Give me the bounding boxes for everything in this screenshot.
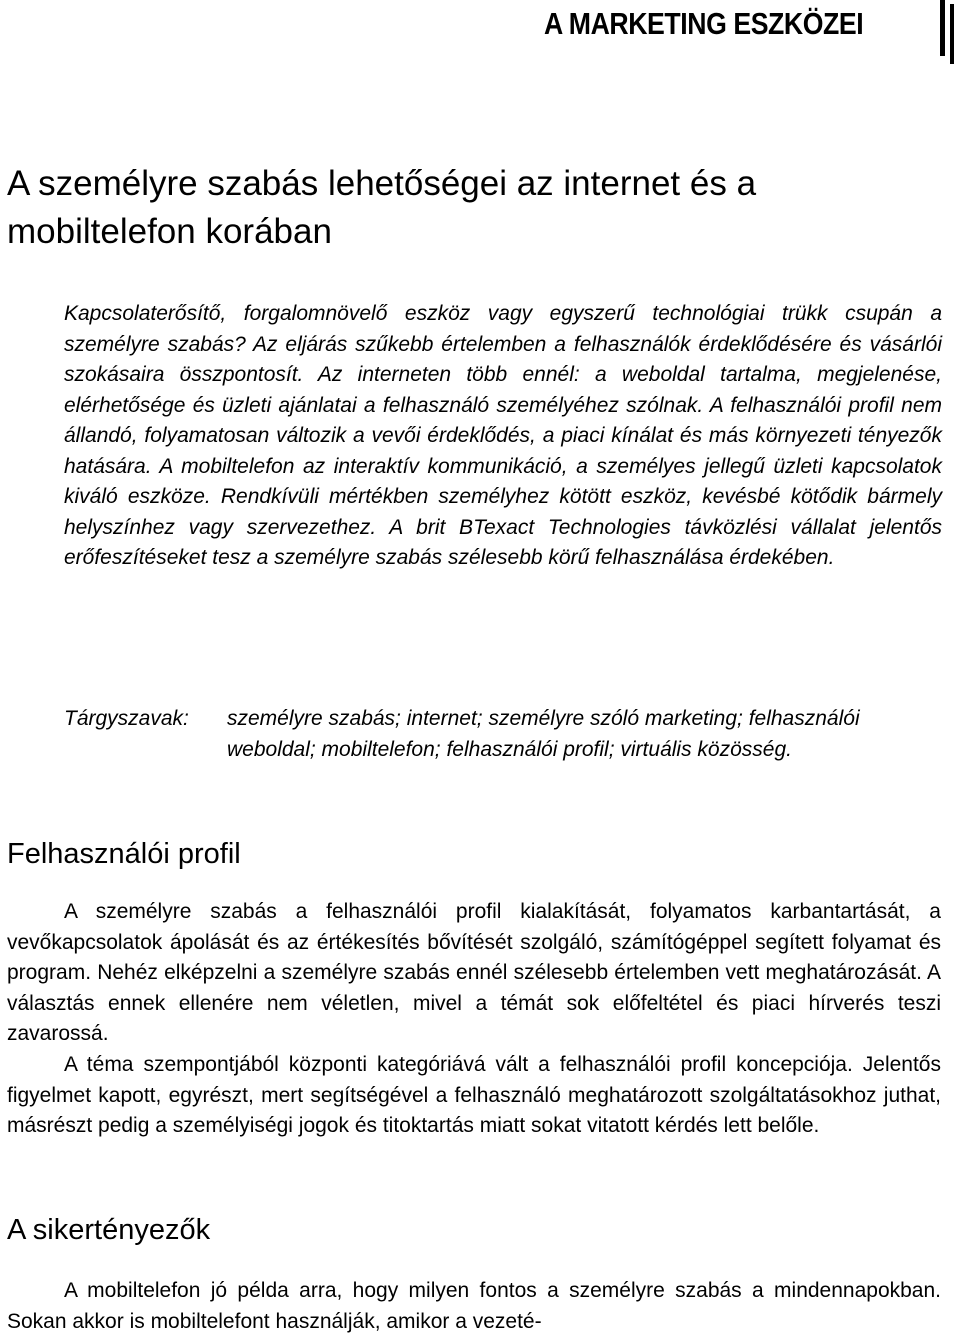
body-paragraph: A mobiltelefon jó példa arra, hogy milyen fontos a személyre szabás a mindennapokban. Sokan akkor is mobiltelefont használják, amikor a vezeté- — [7, 1279, 941, 1333]
header-rule-shadow — [950, 4, 954, 64]
keywords-label: Tárgyszavak: — [64, 707, 189, 730]
section-heading-profile: Felhasználói profil — [7, 838, 241, 870]
body-paragraph: A személyre szabás a felhasználói profil kialakítását, folyamatos karbantartását, a vevőkapcsolatok ápolását és az értékesítés bővítését szolgáló, számítógéppel segített folyamat és program. Nehéz elképzelni a személyre szabás ennél szélesebb értelemben vett meghatározását. A választás ennek ellenére nem véletlen, mivel a témát sok előfeltétel és piaci hírverés teszi zavarossá. — [7, 900, 941, 1045]
article-title: A személyre szabás lehetőségei az internet és a mobiltelefon korában — [7, 164, 757, 251]
section-title: A MARKETING ESZKÖZEI — [544, 6, 864, 41]
article-abstract: Kapcsolaterősítő, forgalomnövelő eszköz vagy egyszerű technológiai trükk csupán a személyre szabás? Az eljárás szűkebb értelemben a felhasználók érdeklődésére és vásárlói szokásaira összpontosít. Az interneten több ennél: a weboldal tartalma, megjelenése, elérhetősége és üzleti ajánlatai a felhasználó személyéhez szólnak. A felhasználói profil nem állandó, folyamatosan változik a vevői érdeklődés, a piaci kínálat és más környezeti tényezők hatására. A mobiltelefon az interaktív kommunikáció, a személyes jellegű üzleti kapcsolatok kiváló eszköze. Rendkívüli mértékben személyhez kötött eszköz, kevésbé kötődik bármely helyszínhez vagy szervezethez. A brit BTexact Technologies távközlési vállalat jelentős erőfeszítéseket tesz a személyre szabás szélesebb körű felhasználása érdekében. — [64, 302, 942, 569]
body-paragraph: A téma szempontjából központi kategóriává vált a felhasználói profil koncepciója. Jelentős figyelmet kapott, egyrészt, mert segítségével a felhasználó meghatározott szolgáltatásokhoz juthat, másrészt pedig a személyiségi jogok és titoktartás miatt sokat vitatott kérdés lett belőle. — [7, 1053, 941, 1137]
running-header — [544, 0, 948, 52]
keywords-block — [64, 704, 942, 765]
header-rule — [940, 0, 945, 56]
keywords-list: személyre szabás; internet; személyre szóló marketing; felhasználói weboldal; mobiltelefon; felhasználói profil; virtuális közösség. — [227, 707, 860, 761]
section-heading-success-factors: A sikertényezők — [7, 1214, 211, 1246]
